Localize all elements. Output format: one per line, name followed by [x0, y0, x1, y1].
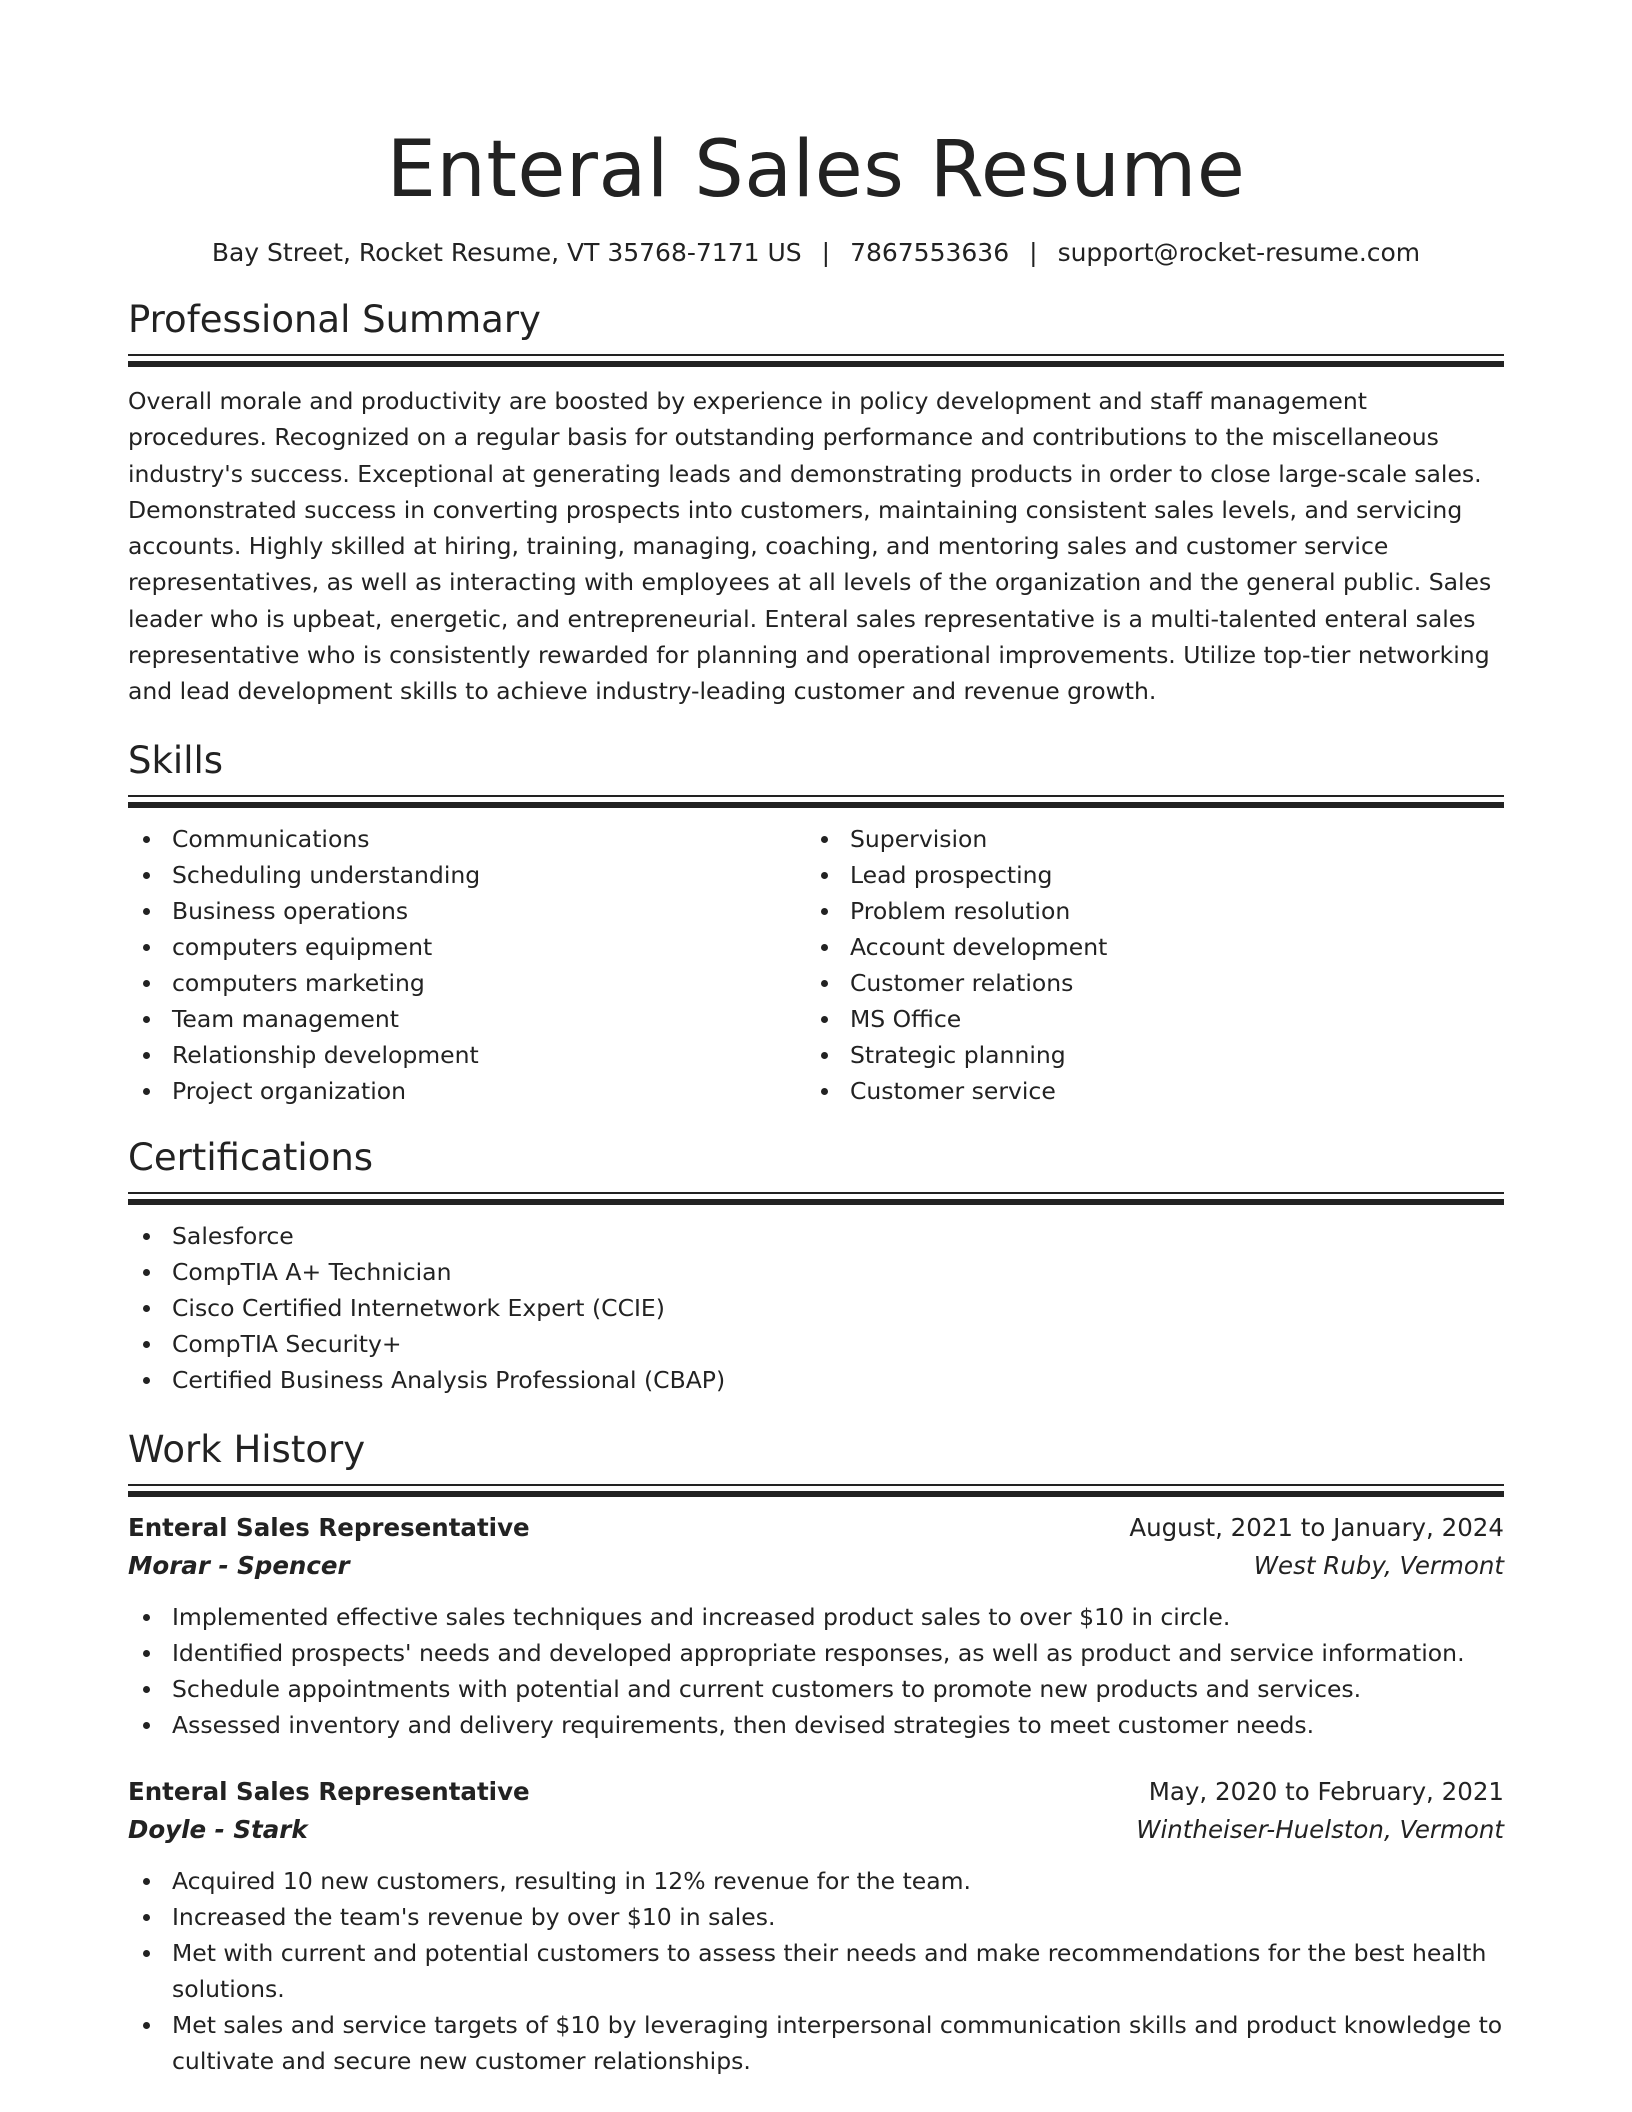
section-title-skills: Skills	[128, 738, 224, 782]
job-header-row	[128, 1509, 1504, 1547]
section-divider	[128, 354, 1504, 367]
skill-item: Communications	[128, 821, 806, 857]
job-header-row	[128, 1773, 1504, 1811]
section-divider	[128, 795, 1504, 808]
job-title: Enteral Sales Representative	[128, 1512, 530, 1542]
contact-separator: |	[1029, 238, 1038, 267]
skill-item: Scheduling understanding	[128, 857, 806, 893]
resume-name: Enteral Sales Resume	[386, 125, 1246, 215]
job-bullet: Assessed inventory and delivery requirements, then devised strategies to meet customer needs.	[128, 1707, 1504, 1743]
job-location: Wintheiser-Huelston, Vermont	[1136, 1814, 1504, 1844]
resume-page	[128, 0, 1504, 2079]
skill-item: Relationship development	[128, 1037, 806, 1073]
skill-item: Account development	[806, 929, 1484, 965]
skill-item: MS Office	[806, 1001, 1484, 1037]
skills-list-right	[806, 821, 1484, 1109]
skill-item: Project organization	[128, 1073, 806, 1109]
contact-phone[interactable]: 7867553636	[850, 238, 1010, 267]
summary-section	[128, 296, 1504, 710]
section-title-summary: Professional Summary	[128, 298, 541, 341]
section-title-certifications: Certifications	[128, 1135, 374, 1179]
contact-separator: |	[821, 238, 831, 267]
contact-email[interactable]: support@rocket-resume.com	[1057, 238, 1421, 267]
skill-item: Customer service	[806, 1073, 1484, 1109]
job-title: Enteral Sales Representative	[128, 1776, 530, 1806]
job-bullet: Schedule appointments with potential and current customers to promote new products and services.	[128, 1671, 1504, 1707]
work-history-section	[128, 1426, 1504, 2079]
certification-item: CompTIA A+ Technician	[128, 1254, 1504, 1290]
skill-item: Problem resolution	[806, 893, 1484, 929]
certifications-list	[128, 1218, 1504, 1398]
section-title-work-history: Work History	[128, 1427, 366, 1471]
job-company: Doyle - Stark	[128, 1814, 308, 1844]
job-location: West Ruby, Vermont	[1253, 1550, 1504, 1580]
skill-item: Customer relations	[806, 965, 1484, 1001]
skill-item: Supervision	[806, 821, 1484, 857]
job-bullet: Identified prospects' needs and developed appropriate responses, as well as product and service information.	[128, 1635, 1504, 1671]
job-dates: August, 2021 to January, 2024	[1129, 1512, 1504, 1542]
certification-item: Salesforce	[128, 1218, 1504, 1254]
skills-list-left	[128, 821, 806, 1109]
job-company-row	[128, 1811, 1504, 1849]
skill-item: Business operations	[128, 893, 806, 929]
job-bullet: Increased the team's revenue by over $10 in sales.	[128, 1899, 1504, 1935]
job-bullet: Met with current and potential customers to assess their needs and make recommendations for the best health solutions.	[128, 1935, 1504, 2007]
job-bullet: Implemented effective sales techniques and increased product sales to over $10 in circle.	[128, 1599, 1504, 1635]
contact-line	[128, 236, 1504, 270]
skill-item: Strategic planning	[806, 1037, 1484, 1073]
contact-address: Bay Street, Rocket Resume, VT 35768-7171 US	[211, 238, 802, 267]
certification-item: Certified Business Analysis Professional (CBAP)	[128, 1362, 1504, 1398]
skill-item: Team management	[128, 1001, 806, 1037]
job-entry	[128, 1509, 1504, 1743]
job-bullets	[128, 1863, 1504, 2079]
skills-columns	[128, 821, 1504, 1109]
certifications-section	[128, 1134, 1504, 1398]
section-divider	[128, 1192, 1504, 1205]
job-bullet: Met sales and service targets of $10 by leveraging interpersonal communication skills and product knowledge to cultivate and secure new customer relationships.	[128, 2007, 1504, 2079]
skill-item: Lead prospecting	[806, 857, 1484, 893]
skill-item: computers equipment	[128, 929, 806, 965]
section-divider	[128, 1484, 1504, 1497]
certification-item: Cisco Certified Internetwork Expert (CCIE)	[128, 1290, 1504, 1326]
certification-item: CompTIA Security+	[128, 1326, 1504, 1362]
job-company: Morar - Spencer	[128, 1550, 350, 1580]
job-bullet: Acquired 10 new customers, resulting in 12% revenue for the team.	[128, 1863, 1504, 1899]
job-bullets	[128, 1599, 1504, 1743]
summary-text: Overall morale and productivity are boosted by experience in policy development and staff management procedures. Recognized on a regular basis for outstanding performance and contributions to the miscellaneous industry's success. Exceptional at generating leads and demonstrating products in order to close large-scale sales. Demonstrated success in converting prospects into customers, maintaining consistent sales levels, and servicing accounts. Highly skilled at hiring, training, managing, coaching, and mentoring sales and customer service representatives, as well as interacting with employees at all levels of the organization and the general public. Sales leader who is upbeat, energetic, and entrepreneurial. Enteral sales representative is a multi-talented enteral sales representative who is consistently rewarded for planning and operational improvements. Utilize top-tier networking and lead development skills to achieve industry-leading customer and revenue growth.	[128, 387, 1492, 706]
skill-item: computers marketing	[128, 965, 806, 1001]
job-company-row	[128, 1547, 1504, 1585]
job-dates: May, 2020 to February, 2021	[1148, 1776, 1504, 1806]
job-entry	[128, 1773, 1504, 2079]
skills-section	[128, 737, 1504, 1109]
